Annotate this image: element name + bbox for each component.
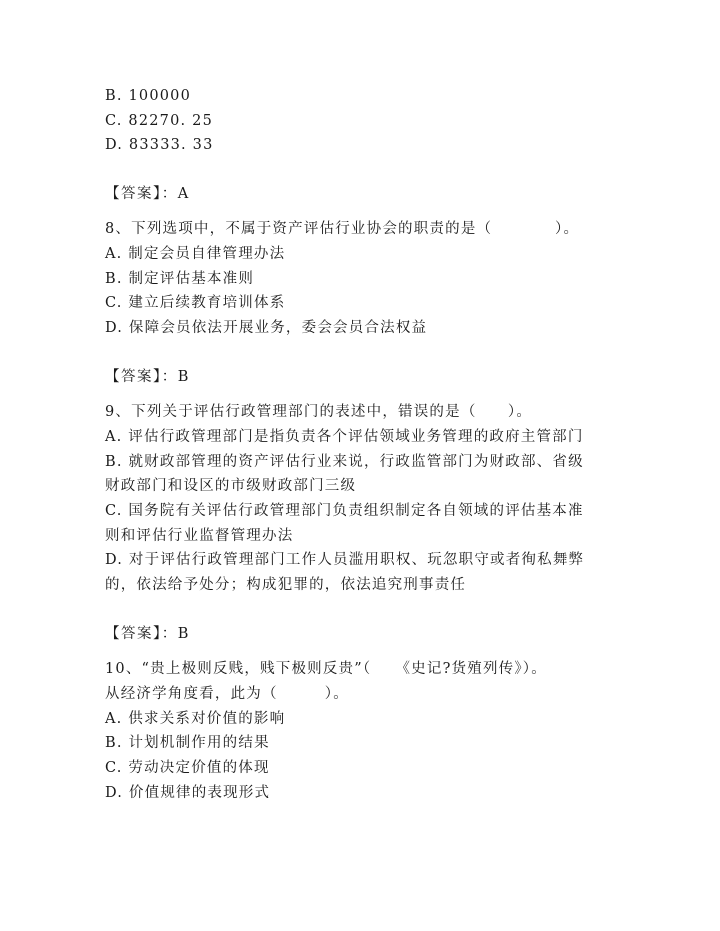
q7-option-b: B. 100000 [105,88,192,104]
q9-option-c-cont: 则和评估行业监督管理办法 [105,528,294,544]
q8-option-c: C. 建立后续教育培训体系 [105,295,286,311]
q7-option-c: C. 82270. 25 [105,113,213,129]
q9-stem: 9、下列关于评估行政管理部门的表述中，错误的是（ ）。 [105,404,533,420]
q9-option-b: B. 就财政部管理的资产评估行业来说，行政监管部门为财政部、省级 [105,454,584,470]
q8-option-a: A. 制定会员自律管理办法 [105,246,286,262]
q10-option-d: D. 价值规律的表现形式 [105,785,271,801]
q9-option-c: C. 国务院有关评估行政管理部门负责组织制定各自领域的评估基本准 [105,503,584,519]
q7-option-d: D. 83333. 33 [105,137,214,153]
q10-option-b: B. 计划机制作用的结果 [105,735,270,751]
q8-answer: 【答案】：B [105,369,190,385]
q10-stem-cont: 从经济学角度看，此为（ ）。 [105,686,349,702]
q10-option-c: C. 劳动决定价值的体现 [105,760,270,776]
q9-option-a: A. 评估行政管理部门是指负责各个评估领域业务管理的政府主管部门 [105,429,584,445]
q9-option-d: D. 对于评估行政管理部门工作人员滥用职权、玩忽职守或者徇私舞弊 [105,552,585,568]
q8-option-d: D. 保障会员依法开展业务，委会会员合法权益 [105,320,428,336]
q9-option-b-cont: 财政部门和设区的市级财政部门三级 [105,478,357,494]
q9-answer: 【答案】：B [105,626,190,642]
q8-stem: 8、下列选项中，不属于资产评估行业协会的职责的是（ ）。 [105,221,580,237]
q10-option-a: A. 供求关系对价值的影响 [105,711,286,727]
q10-stem: 10、“贵上极则反贱，贱下极则反贵”（ 《史记?货殖列传》）。 [105,661,547,677]
q9-option-d-cont: 的，依法给予处分；构成犯罪的，依法追究刑事责任 [105,577,467,593]
q7-answer: 【答案】：A [105,186,190,202]
q8-option-b: B. 制定评估基本准则 [105,271,255,287]
